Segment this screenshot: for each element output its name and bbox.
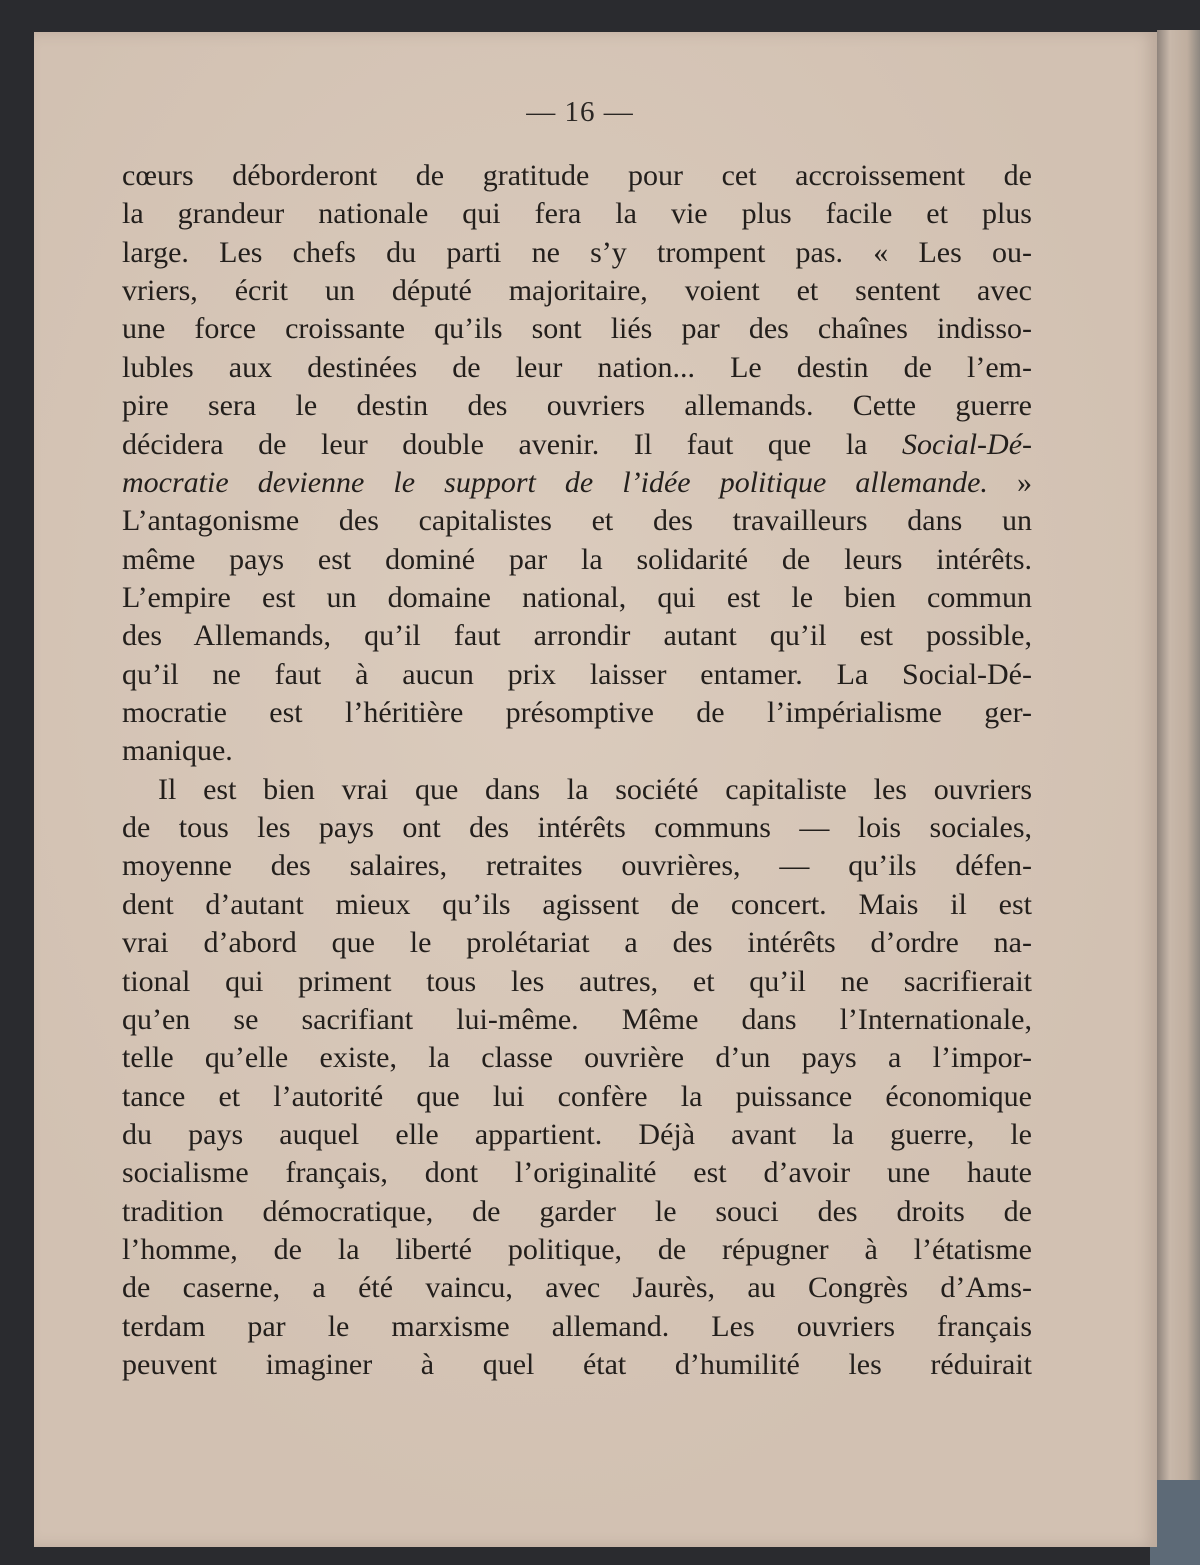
text-line [122,426,1032,464]
text-line: L’antagonisme des capitalistes et des travailleurs dans un [122,504,1032,538]
text-line: de tous les pays ont des intérêts communs — lois sociales, [122,811,1032,845]
text-line: tradition démocratique, de garder le souci des droits de [122,1194,1032,1228]
text-line: des Allemands, qu’il faut arrondir autant qu’il est possible, [122,619,1032,653]
text-line: manique. [122,734,233,768]
text-line [122,464,1032,502]
text-line: telle qu’elle existe, la classe ouvrière d’un pays a l’impor- [122,1041,1032,1075]
book-spine-edge [1150,1480,1200,1565]
text-line: moyenne des salaires, retraites ouvrières, — qu’ils défen- [122,849,1032,883]
text-line: terdam par le marxisme allemand. Les ouvriers français [122,1309,1032,1343]
text-line: dent d’autant mieux qu’ils agissent de concert. Mais il est [122,887,1032,921]
text-line: qu’en se sacrifiant lui-même. Même dans l’Internationale, [122,1002,1032,1036]
text-line: l’homme, de la liberté politique, de répugner à l’étatisme [122,1233,1032,1267]
text-line: L’empire est un domaine national, qui est le bien commun [122,580,1032,614]
text-line: du pays auquel elle appartient. Déjà avant la guerre, le [122,1117,1032,1151]
text-line: peuvent imaginer à quel état d’humilité les réduirait [122,1348,1032,1382]
body-text [122,157,1032,1385]
text-line: même pays est dominé par la solidarité de leurs intérêts. [122,542,1032,576]
text-line: cœurs déborderont de gratitude pour cet accroissement de [122,159,1032,192]
text-line: tance et l’autorité que lui confère la puissance économique [122,1079,1032,1113]
text-line: socialisme français, dont l’originalité est d’avoir une haute [122,1156,1032,1190]
text-segment: décidera de leur double avenir. Il faut que la [122,427,903,461]
page-number: — 16 — [526,96,634,128]
text-line: de caserne, a été vaincu, avec Jaurès, au Congrès d’Ams- [122,1271,1032,1305]
text-line: pire sera le destin des ouvriers allemands. Cette guerre [122,389,1032,423]
text-line: mocratie est l’héritière présomptive de l’impérialisme ger- [122,696,1032,730]
text-line: la grandeur nationale qui fera la vie plus facile et plus [122,197,1032,231]
text-line: large. Les chefs du parti ne s’y trompent pas. « Les ou- [122,235,1032,269]
italic-text: mocratie devienne le support de l’idée politique allemande. [122,465,988,499]
text-line: Il est bien vrai que dans la société capitaliste les ouvriers [158,772,1032,806]
text-line: vriers, écrit un député majoritaire, voient et sentent avec [122,274,1032,308]
book-spine [1157,30,1200,1565]
text-line: tional qui priment tous les autres, et qu’il ne sacrifierait [122,964,1032,998]
text-line: vrai d’abord que le prolétariat a des intérêts d’ordre na- [122,926,1032,960]
text-line: lubles aux destinées de leur nation... Le destin de l’em- [122,350,1032,384]
text-line: qu’il ne faut à aucun prix laisser entamer. La Social-Dé- [122,657,1032,691]
text-line: une force croissante qu’ils sont liés par des chaînes indisso- [122,312,1032,346]
italic-text: Social-Dé- [902,427,1032,461]
text-segment: » [987,465,1032,499]
